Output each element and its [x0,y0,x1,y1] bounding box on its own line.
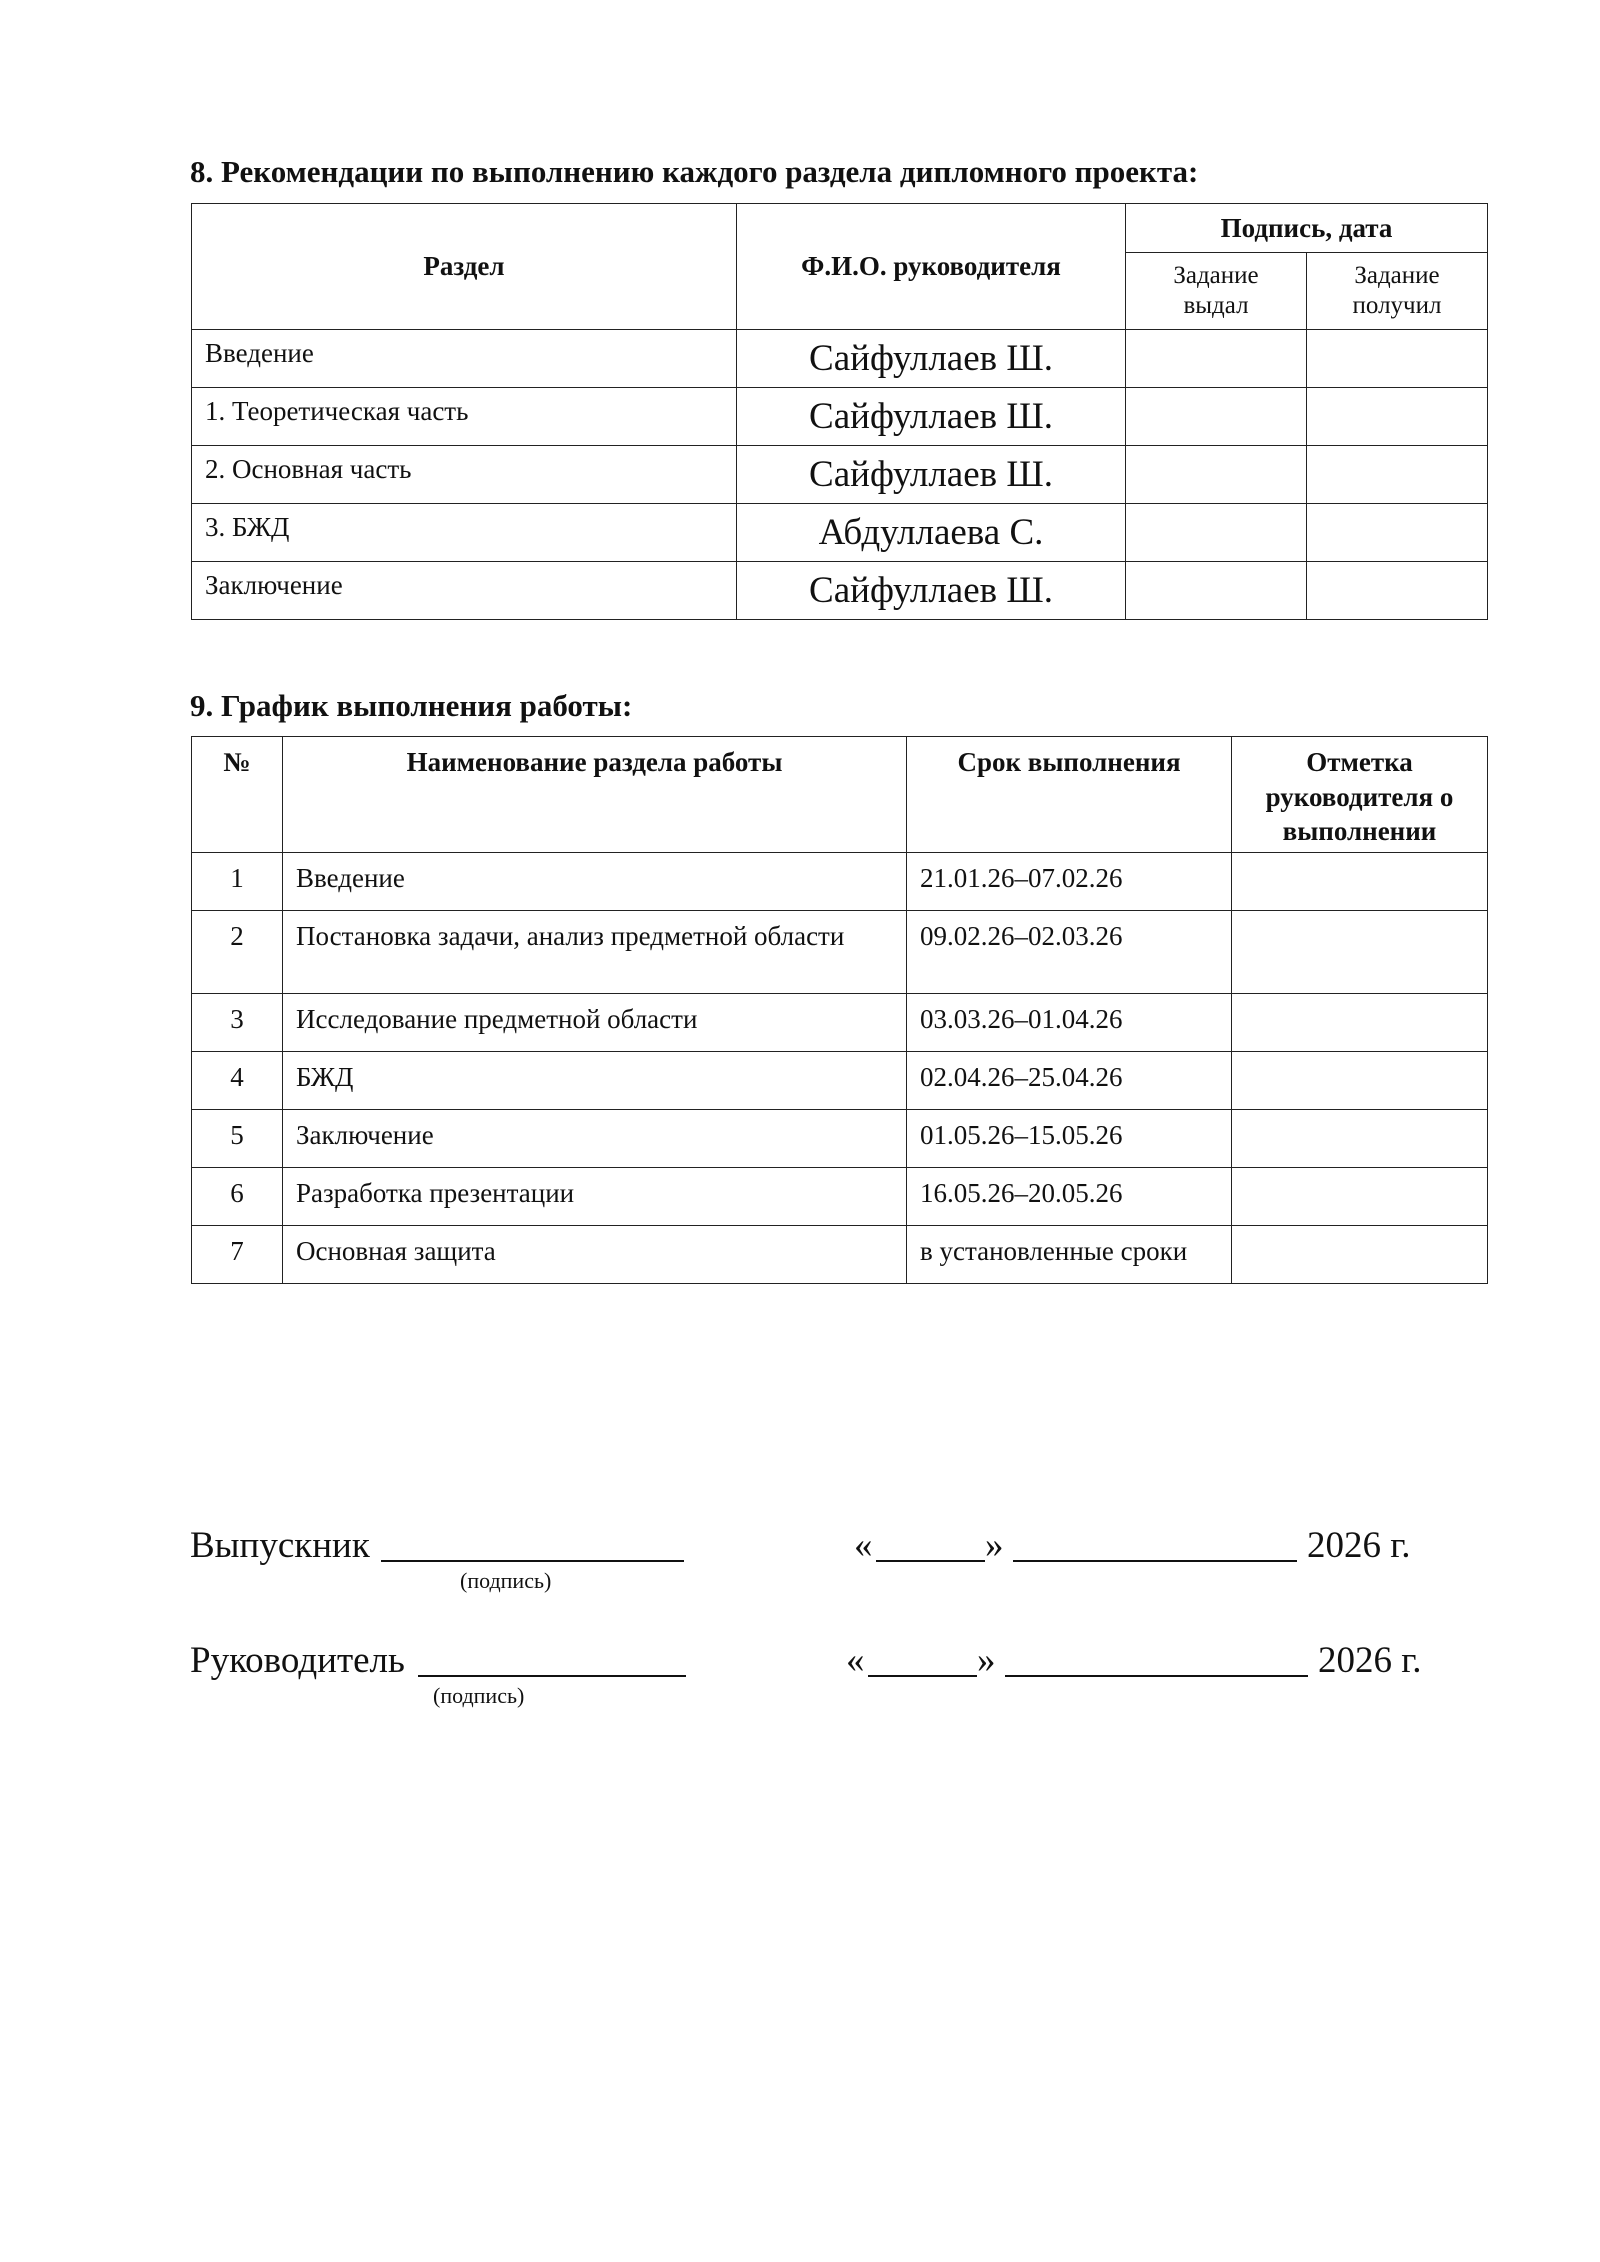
table-row [192,562,1488,620]
header-leader: Ф.И.О. руководителя [737,204,1126,330]
recommendations-table [191,203,1488,620]
table-row [192,994,1488,1052]
schedule-table [191,736,1488,1284]
graduate-quote-open: « [854,1525,873,1566]
section-8-title: 8. Рекомендации по выполнению каждого раздела дипломного проекта: [190,154,1199,189]
graduate-label: Выпускник [190,1525,370,1566]
deadline-cell: в установленные сроки [907,1226,1232,1284]
mark-cell [1232,853,1488,911]
leader-cell: Абдуллаева С. [737,504,1126,562]
header-supervisor-mark-line2: руководителя о [1265,781,1454,812]
work-name-cell: Введение [283,853,907,911]
leader-cell: Сайфуллаев Ш. [737,562,1126,620]
section-cell: 2. Основная часть [192,446,737,504]
mark-cell [1232,911,1488,994]
mark-cell [1232,1052,1488,1110]
supervisor-label: Руководитель [190,1640,405,1681]
table-row [192,853,1488,911]
header-task-issued-line2: выдал [1183,292,1249,319]
work-name-cell: Постановка задачи, анализ предметной области [283,911,907,994]
deadline-cell: 01.05.26–15.05.26 [907,1110,1232,1168]
supervisor-month-line [1005,1675,1308,1677]
number-cell: 1 [192,853,283,911]
header-supervisor-mark-line3: выполнении [1282,816,1437,847]
header-task-issued [1126,253,1307,330]
table-row [192,1226,1488,1284]
header-work-name: Наименование раздела работы [283,737,907,853]
graduate-signature-caption: (подпись) [460,1568,552,1593]
table-row [192,911,1488,994]
number-cell: 3 [192,994,283,1052]
deadline-cell: 21.01.26–07.02.26 [907,853,1232,911]
deadline-cell: 02.04.26–25.04.26 [907,1052,1232,1110]
number-cell: 2 [192,911,283,994]
header-deadline: Срок выполнения [907,737,1232,853]
table-row [192,1110,1488,1168]
received-cell [1307,388,1488,446]
number-cell: 6 [192,1168,283,1226]
supervisor-signature-caption: (подпись) [433,1683,525,1708]
received-cell [1307,330,1488,388]
received-cell [1307,562,1488,620]
leader-cell: Сайфуллаев Ш. [737,446,1126,504]
deadline-cell: 09.02.26–02.03.26 [907,911,1232,994]
header-number: № [192,737,283,853]
work-name-cell: БЖД [283,1052,907,1110]
header-supervisor-mark [1232,737,1488,853]
issued-cell [1126,504,1307,562]
section-cell: Заключение [192,562,737,620]
supervisor-quote-open: « [846,1640,865,1681]
section-cell: 3. БЖД [192,504,737,562]
issued-cell [1126,446,1307,504]
section-9-title: 9. График выполнения работы: [190,688,633,723]
supervisor-year: 2026 г. [1318,1640,1422,1681]
mark-cell [1232,1226,1488,1284]
received-cell [1307,446,1488,504]
leader-cell: Сайфуллаев Ш. [737,388,1126,446]
mark-cell [1232,994,1488,1052]
deadline-cell: 16.05.26–20.05.26 [907,1168,1232,1226]
table-row [192,330,1488,388]
table-row [192,388,1488,446]
supervisor-quote-close: » [977,1640,996,1681]
table-header-row [192,204,1488,253]
work-name-cell: Заключение [283,1110,907,1168]
table-row [192,504,1488,562]
header-signature-date: Подпись, дата [1126,204,1488,253]
supervisor-signature-line [418,1675,686,1677]
graduate-month-line [1013,1560,1297,1562]
graduate-quote-close: » [985,1525,1004,1566]
work-name-cell: Основная защита [283,1226,907,1284]
header-task-received-line1: Задание [1354,262,1440,289]
header-task-issued-line1: Задание [1173,262,1259,289]
header-task-received [1307,253,1488,330]
leader-cell: Сайфуллаев Ш. [737,330,1126,388]
supervisor-day-line [868,1675,977,1677]
table-header-row [192,737,1488,853]
mark-cell [1232,1110,1488,1168]
issued-cell [1126,330,1307,388]
work-name-cell: Разработка презентации [283,1168,907,1226]
header-task-received-line2: получил [1352,292,1442,319]
number-cell: 7 [192,1226,283,1284]
section-cell: 1. Теоретическая часть [192,388,737,446]
graduate-day-line [876,1560,985,1562]
header-section: Раздел [192,204,737,330]
work-name-cell: Исследование предметной области [283,994,907,1052]
table-row [192,446,1488,504]
received-cell [1307,504,1488,562]
header-supervisor-mark-line1: Отметка [1306,747,1413,777]
table-row [192,1168,1488,1226]
table-row [192,1052,1488,1110]
deadline-cell: 03.03.26–01.04.26 [907,994,1232,1052]
issued-cell [1126,562,1307,620]
graduate-signature-line [381,1560,684,1562]
number-cell: 4 [192,1052,283,1110]
issued-cell [1126,388,1307,446]
number-cell: 5 [192,1110,283,1168]
section-cell: Введение [192,330,737,388]
mark-cell [1232,1168,1488,1226]
graduate-year: 2026 г. [1307,1525,1411,1566]
